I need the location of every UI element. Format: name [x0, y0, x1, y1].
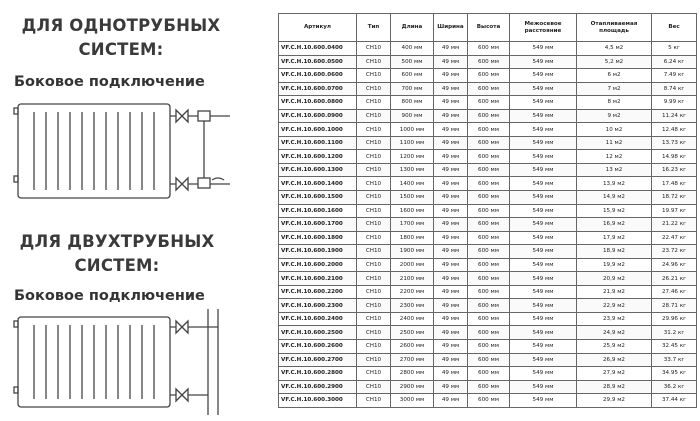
cell-heated-area: 26,9 м2	[577, 353, 652, 367]
cell-article: VF.C.H.10.600.2500	[279, 326, 357, 340]
cell-type: CH10	[357, 136, 391, 150]
cell-weight: 26.21 кг	[652, 272, 697, 286]
cell-article: VF.C.H.10.600.1400	[279, 177, 357, 191]
cell-weight: 12.48 кг	[652, 123, 697, 137]
table-row	[279, 340, 697, 354]
specs-table-container	[278, 13, 696, 408]
cell-height: 600 мм	[468, 96, 510, 110]
cell-axis-distance: 549 мм	[510, 272, 577, 286]
cell-article: VF.C.H.10.600.1300	[279, 163, 357, 177]
section1-title-line1: ДЛЯ ОДНОТРУБНЫХ	[21, 16, 221, 35]
cell-article: VF.C.H.10.600.2000	[279, 258, 357, 272]
cell-height: 600 мм	[468, 136, 510, 150]
cell-axis-distance: 549 мм	[510, 42, 577, 56]
table-row	[279, 191, 697, 205]
left-panel	[0, 0, 268, 421]
cell-length: 1400 мм	[391, 177, 434, 191]
cell-heated-area: 24,9 м2	[577, 326, 652, 340]
table-row	[279, 312, 697, 326]
table-row	[279, 163, 697, 177]
cell-article: VF.C.H.10.600.1100	[279, 136, 357, 150]
cell-length: 2500 мм	[391, 326, 434, 340]
cell-height: 600 мм	[468, 285, 510, 299]
cell-length: 1300 мм	[391, 163, 434, 177]
table-row	[279, 326, 697, 340]
cell-axis-distance: 549 мм	[510, 109, 577, 123]
cell-weight: 34.95 кг	[652, 367, 697, 381]
cell-length: 1800 мм	[391, 231, 434, 245]
cell-weight: 28.71 кг	[652, 299, 697, 313]
cell-type: CH10	[357, 177, 391, 191]
cell-width: 49 мм	[434, 231, 468, 245]
cell-heated-area: 15,9 м2	[577, 204, 652, 218]
table-row	[279, 204, 697, 218]
table-row	[279, 55, 697, 69]
cell-length: 600 мм	[391, 69, 434, 83]
table-row	[279, 82, 697, 96]
cell-height: 600 мм	[468, 340, 510, 354]
cell-weight: 33.7 кг	[652, 353, 697, 367]
cell-length: 2900 мм	[391, 380, 434, 394]
cell-height: 600 мм	[468, 204, 510, 218]
cell-type: CH10	[357, 353, 391, 367]
cell-height: 600 мм	[468, 150, 510, 164]
cell-article: VF.C.H.10.600.0500	[279, 55, 357, 69]
one-pipe-radiator-diagram	[12, 96, 238, 206]
cell-axis-distance: 549 мм	[510, 204, 577, 218]
cell-height: 600 мм	[468, 82, 510, 96]
cell-weight: 29.96 кг	[652, 312, 697, 326]
header-length: Длина	[391, 14, 434, 42]
cell-type: CH10	[357, 69, 391, 83]
cell-axis-distance: 549 мм	[510, 123, 577, 137]
cell-weight: 37.44 кг	[652, 394, 697, 408]
table-row	[279, 245, 697, 259]
cell-article: VF.C.H.10.600.1500	[279, 191, 357, 205]
cell-axis-distance: 549 мм	[510, 150, 577, 164]
cell-height: 600 мм	[468, 326, 510, 340]
cell-article: VF.C.H.10.600.0900	[279, 109, 357, 123]
section1-subtitle: Боковое подключение	[14, 74, 205, 90]
cell-axis-distance: 549 мм	[510, 340, 577, 354]
cell-weight: 11.24 кг	[652, 109, 697, 123]
cell-weight: 22.47 кг	[652, 231, 697, 245]
cell-heated-area: 16,9 м2	[577, 218, 652, 232]
cell-article: VF.C.H.10.600.0400	[279, 42, 357, 56]
header-height: Высота	[468, 14, 510, 42]
table-row	[279, 42, 697, 56]
cell-width: 49 мм	[434, 285, 468, 299]
cell-type: CH10	[357, 380, 391, 394]
cell-heated-area: 11 м2	[577, 136, 652, 150]
cell-type: CH10	[357, 272, 391, 286]
cell-width: 49 мм	[434, 177, 468, 191]
table-row	[279, 177, 697, 191]
cell-height: 600 мм	[468, 299, 510, 313]
cell-axis-distance: 549 мм	[510, 312, 577, 326]
table-row	[279, 69, 697, 83]
cell-width: 49 мм	[434, 245, 468, 259]
cell-width: 49 мм	[434, 380, 468, 394]
cell-type: CH10	[357, 55, 391, 69]
cell-height: 600 мм	[468, 394, 510, 408]
cell-weight: 36.2 кг	[652, 380, 697, 394]
cell-type: CH10	[357, 231, 391, 245]
table-row	[279, 394, 697, 408]
cell-heated-area: 5,2 м2	[577, 55, 652, 69]
cell-type: CH10	[357, 191, 391, 205]
header-heated-area: Отапливаемая площадь	[577, 14, 652, 42]
table-row	[279, 353, 697, 367]
cell-height: 600 мм	[468, 69, 510, 83]
cell-heated-area: 18,9 м2	[577, 245, 652, 259]
table-row	[279, 258, 697, 272]
cell-height: 600 мм	[468, 258, 510, 272]
cell-height: 600 мм	[468, 42, 510, 56]
cell-axis-distance: 549 мм	[510, 245, 577, 259]
cell-axis-distance: 549 мм	[510, 55, 577, 69]
cell-heated-area: 14,9 м2	[577, 191, 652, 205]
cell-heated-area: 17,9 м2	[577, 231, 652, 245]
cell-heated-area: 19,9 м2	[577, 258, 652, 272]
cell-article: VF.C.H.10.600.0800	[279, 96, 357, 110]
cell-length: 500 мм	[391, 55, 434, 69]
cell-weight: 8.74 кг	[652, 82, 697, 96]
cell-height: 600 мм	[468, 123, 510, 137]
cell-heated-area: 12 м2	[577, 150, 652, 164]
cell-heated-area: 25,9 м2	[577, 340, 652, 354]
cell-heated-area: 27,9 м2	[577, 367, 652, 381]
cell-heated-area: 29,9 м2	[577, 394, 652, 408]
section1-title-line2: СИСТЕМ:	[78, 40, 164, 59]
cell-article: VF.C.H.10.600.2600	[279, 340, 357, 354]
table-row	[279, 299, 697, 313]
cell-width: 49 мм	[434, 123, 468, 137]
cell-article: VF.C.H.10.600.2900	[279, 380, 357, 394]
cell-width: 49 мм	[434, 96, 468, 110]
cell-axis-distance: 549 мм	[510, 394, 577, 408]
table-row	[279, 231, 697, 245]
section2-subtitle: Боковое подключение	[14, 288, 205, 304]
cell-length: 2600 мм	[391, 340, 434, 354]
cell-axis-distance: 549 мм	[510, 82, 577, 96]
cell-type: CH10	[357, 96, 391, 110]
cell-weight: 32.45 кг	[652, 340, 697, 354]
cell-article: VF.C.H.10.600.1200	[279, 150, 357, 164]
cell-article: VF.C.H.10.600.2800	[279, 367, 357, 381]
cell-type: CH10	[357, 123, 391, 137]
cell-length: 400 мм	[391, 42, 434, 56]
cell-length: 2200 мм	[391, 285, 434, 299]
cell-length: 1100 мм	[391, 136, 434, 150]
cell-weight: 27.46 кг	[652, 285, 697, 299]
cell-type: CH10	[357, 299, 391, 313]
cell-article: VF.C.H.10.600.0700	[279, 82, 357, 96]
cell-article: VF.C.H.10.600.3000	[279, 394, 357, 408]
cell-article: VF.C.H.10.600.1900	[279, 245, 357, 259]
cell-weight: 9.99 кг	[652, 96, 697, 110]
cell-type: CH10	[357, 245, 391, 259]
section2-title	[6, 230, 228, 278]
section2-title-line2: СИСТЕМ:	[74, 256, 160, 275]
cell-axis-distance: 549 мм	[510, 258, 577, 272]
cell-width: 49 мм	[434, 312, 468, 326]
cell-weight: 19.97 кг	[652, 204, 697, 218]
cell-width: 49 мм	[434, 299, 468, 313]
cell-length: 3000 мм	[391, 394, 434, 408]
table-row	[279, 96, 697, 110]
cell-height: 600 мм	[468, 312, 510, 326]
section2-title-line1: ДЛЯ ДВУХТРУБНЫХ	[19, 232, 215, 251]
cell-length: 1200 мм	[391, 150, 434, 164]
cell-type: CH10	[357, 82, 391, 96]
cell-type: CH10	[357, 42, 391, 56]
cell-axis-distance: 549 мм	[510, 367, 577, 381]
table-row	[279, 367, 697, 381]
cell-type: CH10	[357, 204, 391, 218]
cell-type: CH10	[357, 218, 391, 232]
cell-height: 600 мм	[468, 367, 510, 381]
cell-height: 600 мм	[468, 109, 510, 123]
cell-heated-area: 23,9 м2	[577, 312, 652, 326]
cell-width: 49 мм	[434, 163, 468, 177]
cell-weight: 23.72 кг	[652, 245, 697, 259]
cell-axis-distance: 549 мм	[510, 69, 577, 83]
table-header-row	[279, 14, 697, 42]
cell-axis-distance: 549 мм	[510, 353, 577, 367]
cell-length: 900 мм	[391, 109, 434, 123]
cell-heated-area: 7 м2	[577, 82, 652, 96]
cell-length: 1600 мм	[391, 204, 434, 218]
cell-heated-area: 13 м2	[577, 163, 652, 177]
cell-axis-distance: 549 мм	[510, 136, 577, 150]
cell-axis-distance: 549 мм	[510, 326, 577, 340]
cell-weight: 17.48 кг	[652, 177, 697, 191]
cell-heated-area: 9 м2	[577, 109, 652, 123]
cell-type: CH10	[357, 367, 391, 381]
cell-axis-distance: 549 мм	[510, 231, 577, 245]
table-row	[279, 285, 697, 299]
cell-article: VF.C.H.10.600.2200	[279, 285, 357, 299]
table-row	[279, 136, 697, 150]
cell-width: 49 мм	[434, 353, 468, 367]
cell-width: 49 мм	[434, 204, 468, 218]
cell-width: 49 мм	[434, 326, 468, 340]
cell-type: CH10	[357, 312, 391, 326]
cell-width: 49 мм	[434, 150, 468, 164]
cell-type: CH10	[357, 285, 391, 299]
table-row	[279, 123, 697, 137]
cell-axis-distance: 549 мм	[510, 191, 577, 205]
cell-weight: 14.98 кг	[652, 150, 697, 164]
cell-length: 2400 мм	[391, 312, 434, 326]
cell-weight: 16.23 кг	[652, 163, 697, 177]
cell-article: VF.C.H.10.600.1600	[279, 204, 357, 218]
specs-table	[278, 13, 697, 408]
cell-axis-distance: 549 мм	[510, 96, 577, 110]
header-type: Тип	[357, 14, 391, 42]
cell-height: 600 мм	[468, 272, 510, 286]
cell-height: 600 мм	[468, 353, 510, 367]
header-width: Ширина	[434, 14, 468, 42]
cell-heated-area: 13,9 м2	[577, 177, 652, 191]
cell-weight: 7.49 кг	[652, 69, 697, 83]
cell-height: 600 мм	[468, 191, 510, 205]
cell-heated-area: 28,9 м2	[577, 380, 652, 394]
cell-length: 1700 мм	[391, 218, 434, 232]
cell-article: VF.C.H.10.600.2100	[279, 272, 357, 286]
cell-width: 49 мм	[434, 136, 468, 150]
cell-article: VF.C.H.10.600.2300	[279, 299, 357, 313]
cell-length: 2800 мм	[391, 367, 434, 381]
cell-heated-area: 22,9 м2	[577, 299, 652, 313]
cell-weight: 5 кг	[652, 42, 697, 56]
cell-width: 49 мм	[434, 272, 468, 286]
cell-article: VF.C.H.10.600.2700	[279, 353, 357, 367]
cell-length: 700 мм	[391, 82, 434, 96]
cell-axis-distance: 549 мм	[510, 299, 577, 313]
cell-length: 1000 мм	[391, 123, 434, 137]
cell-type: CH10	[357, 326, 391, 340]
cell-length: 1500 мм	[391, 191, 434, 205]
cell-length: 2100 мм	[391, 272, 434, 286]
cell-width: 49 мм	[434, 258, 468, 272]
cell-width: 49 мм	[434, 191, 468, 205]
cell-width: 49 мм	[434, 218, 468, 232]
cell-length: 800 мм	[391, 96, 434, 110]
cell-type: CH10	[357, 163, 391, 177]
cell-axis-distance: 549 мм	[510, 177, 577, 191]
header-axis-distance: Межосевое расстояние	[510, 14, 577, 42]
cell-height: 600 мм	[468, 380, 510, 394]
cell-width: 49 мм	[434, 42, 468, 56]
cell-width: 49 мм	[434, 109, 468, 123]
cell-width: 49 мм	[434, 394, 468, 408]
cell-height: 600 мм	[468, 231, 510, 245]
cell-width: 49 мм	[434, 69, 468, 83]
cell-weight: 18.72 кг	[652, 191, 697, 205]
cell-heated-area: 6 м2	[577, 69, 652, 83]
cell-heated-area: 4,5 м2	[577, 42, 652, 56]
cell-weight: 31.2 кг	[652, 326, 697, 340]
cell-weight: 24.96 кг	[652, 258, 697, 272]
cell-axis-distance: 549 мм	[510, 380, 577, 394]
cell-width: 49 мм	[434, 55, 468, 69]
cell-type: CH10	[357, 340, 391, 354]
cell-article: VF.C.H.10.600.1000	[279, 123, 357, 137]
cell-axis-distance: 549 мм	[510, 285, 577, 299]
cell-heated-area: 21,9 м2	[577, 285, 652, 299]
table-row	[279, 109, 697, 123]
cell-article: VF.C.H.10.600.0600	[279, 69, 357, 83]
cell-axis-distance: 549 мм	[510, 163, 577, 177]
cell-article: VF.C.H.10.600.1800	[279, 231, 357, 245]
cell-heated-area: 20,9 м2	[577, 272, 652, 286]
cell-type: CH10	[357, 394, 391, 408]
table-row	[279, 272, 697, 286]
cell-length: 1900 мм	[391, 245, 434, 259]
cell-length: 2000 мм	[391, 258, 434, 272]
cell-axis-distance: 549 мм	[510, 218, 577, 232]
cell-length: 2300 мм	[391, 299, 434, 313]
cell-height: 600 мм	[468, 163, 510, 177]
cell-width: 49 мм	[434, 367, 468, 381]
cell-height: 600 мм	[468, 218, 510, 232]
cell-article: VF.C.H.10.600.1700	[279, 218, 357, 232]
table-row	[279, 218, 697, 232]
cell-width: 49 мм	[434, 340, 468, 354]
section1-title	[10, 14, 232, 62]
cell-weight: 6.24 кг	[652, 55, 697, 69]
cell-weight: 21.22 кг	[652, 218, 697, 232]
cell-heated-area: 10 м2	[577, 123, 652, 137]
cell-type: CH10	[357, 150, 391, 164]
header-article: Артикул	[279, 14, 357, 42]
two-pipe-radiator-diagram	[12, 309, 238, 415]
cell-length: 2700 мм	[391, 353, 434, 367]
header-weight: Вес	[652, 14, 697, 42]
cell-width: 49 мм	[434, 82, 468, 96]
cell-type: CH10	[357, 258, 391, 272]
table-row	[279, 380, 697, 394]
cell-weight: 13.73 кг	[652, 136, 697, 150]
cell-height: 600 мм	[468, 177, 510, 191]
cell-article: VF.C.H.10.600.2400	[279, 312, 357, 326]
table-row	[279, 150, 697, 164]
cell-heated-area: 8 м2	[577, 96, 652, 110]
cell-height: 600 мм	[468, 245, 510, 259]
cell-type: CH10	[357, 109, 391, 123]
cell-height: 600 мм	[468, 55, 510, 69]
